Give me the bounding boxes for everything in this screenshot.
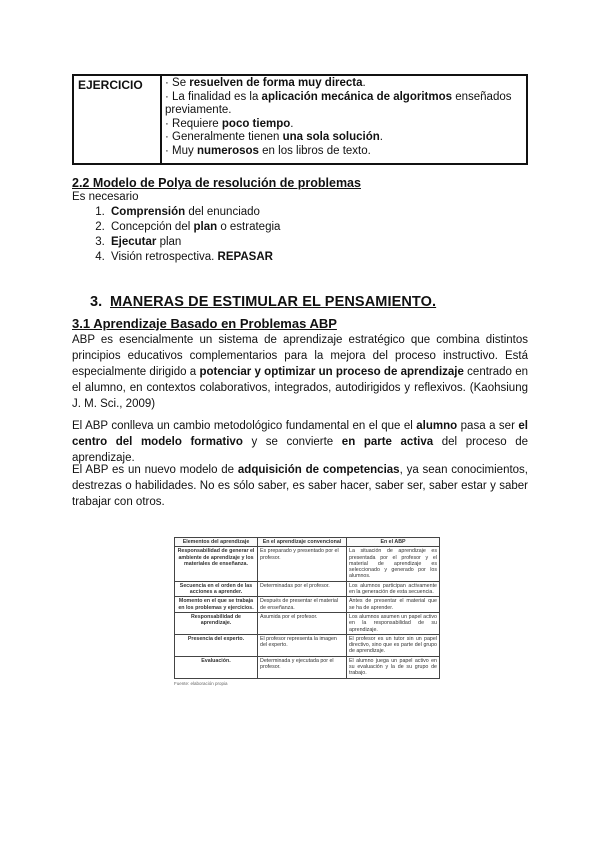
abp-paragraph-3 [72,462,528,510]
text-run: . [290,117,294,130]
text-run: en los libros de texto. [258,144,371,157]
abp-comparison-table [174,537,440,679]
bold-text: adquisición de competencias [237,464,400,476]
abp-table-row [175,656,440,678]
abp-table-cell: El alumno juega un papel activo en su evaluación y la de su grupo de trabajo. [347,656,440,678]
text-run: . [362,77,366,89]
text-run: o estrategia [217,221,281,233]
abp-table-cell: Los alumnos asumen un papel activo en la responsabilidad de su aprendizaje. [347,612,440,634]
polya-steps-list [72,205,280,265]
text-run: . [379,131,383,144]
text-run: centrado en el alumno, en contextos colaborativos, integrados, autodirigidos y reflexivos. (Kaohsiung J. M. Sci., 2009) [72,366,529,411]
bold-text: una sola solución [282,131,380,144]
text-run: del enunciado [185,206,260,218]
abp-table-cell: Determinada y ejecutada por el profesor. [258,656,347,678]
polya-step [108,235,280,250]
abp-table-cell: Presencia del experto. [175,634,258,656]
polya-step [108,220,280,235]
text-run: pasa a ser [457,420,519,432]
bold-text: en parte activa [341,436,434,449]
text-run: · Muy [165,144,197,157]
text-run: del proceso de aprendizaje. [72,436,528,465]
text-run: El ABP es un nuevo modelo de [72,464,238,476]
abp-table-row [175,581,440,597]
abp-table-cell: Después de presentar el material de enseñanza. [258,597,347,613]
bold-text: resuelven de forma muy directa [189,77,363,89]
section-3-number: 3. [90,294,103,310]
text-run: · La finalidad es la [165,90,262,103]
text-run: Concepción del [111,221,194,233]
abp-table-row [175,597,440,613]
abp-comparison-figure [174,537,440,686]
section-3-title: MANERAS DE ESTIMULAR EL PENSAMIENTO. [110,294,437,310]
text-run: plan [156,236,182,248]
abp-table-row [175,612,440,634]
abp-table-cell: Responsabilidad de aprendizaje. [175,612,258,634]
bold-text: plan [193,221,218,233]
text-run: El ABP conlleva un cambio metodológico fundamental en el que el [72,420,417,432]
bold-text: REPASAR [217,251,273,263]
section-2-2-heading: 2.2 Modelo de Polya de resolución de problemas [72,176,361,190]
bold-text: el centro del modelo formativo [72,420,528,449]
abp-column-header: En el aprendizaje convencional [258,538,347,547]
abp-table-cell: Momento en el que se trabaja en los problemas y ejercicios. [175,597,258,613]
abp-table-cell: Secuencia en el orden de las acciones a aprender. [175,581,258,597]
abp-table-cell: Asumida por el profesor. [258,612,347,634]
bold-text: Comprensión [111,206,186,218]
abp-table-cell: Responsabilidad de generar el ambiente de aprendizaje y los materiales de enseñanza. [175,547,258,581]
ejercicio-item [165,91,522,118]
section-3-heading [90,294,436,310]
ejercicio-item [165,77,522,91]
polya-step [108,205,280,220]
bold-text: poco tiempo [221,117,291,130]
abp-table-cell: Antes de presentar el material que se ha de aprender. [347,597,440,613]
text-run: · Se [165,77,190,89]
abp-table-cell: La situación de aprendizaje es presentada por el profesor y el material de aprendizaje es seleccionado y generado por los alumnos. [347,547,440,581]
polya-step [108,250,280,265]
text-run: · Requiere [165,117,222,130]
ejercicio-item [165,131,522,145]
ejercicio-item [165,145,522,159]
abp-column-header: En el ABP [347,538,440,547]
abp-table-row [175,547,440,581]
abp-table-row [175,634,440,656]
abp-table-cell: Determinadas por el profesor. [258,581,347,597]
text-run: , ya sean conocimientos, destrezas o habilidades. No es sólo saber, es saber hacer, saber ser, saber estar y saber trabajar con otros. [72,464,528,509]
bold-text: Ejecutar [111,236,157,248]
bold-text: alumno [416,420,458,432]
bold-text: numerosos [196,144,259,157]
ejercicio-item [165,118,522,132]
abp-paragraph-1 [72,332,528,412]
bold-text: aplicación mecánica de algoritmos [261,90,453,103]
abp-table-cell: Es preparado y presentado por el profesor. [258,547,347,581]
bold-text: potenciar y optimizar un proceso de aprendizaje [199,366,464,379]
section-3-1-heading: 3.1 Aprendizaje Basado en Problemas ABP [72,316,337,331]
abp-table-cell: Los alumnos participan activamente en la generación de esta secuencia. [347,581,440,597]
text-run: y se convierte [242,436,342,449]
text-run: enseñados previamente. [165,90,512,117]
ejercicio-label: EJERCICIO [73,75,161,164]
abp-table-caption: Fuente: elaboración propia [174,680,228,686]
abp-table-cell: El profesor es un tutor sin un papel directivo, sino que es parte del grupo de aprendizaje. [347,634,440,656]
section-2-2-intro: Es necesario [72,191,139,203]
text-run: · Generalmente tienen [165,131,283,144]
text-run: Visión retrospectiva. [111,251,218,263]
text-run: ABP es esencialmente un sistema de aprendizaje estratégico que combina distintos principios educativos complementarios para la mejora del proceso instructivo. Está especialmente dirigido a [72,334,528,379]
abp-table-cell: El profesor representa la imagen del experto. [258,634,347,656]
abp-column-header: Elementos del aprendizaje [175,538,258,547]
abp-table-cell: Evaluación. [175,656,258,678]
ejercicio-items [161,75,527,164]
ejercicio-table [72,74,528,165]
abp-paragraph-2 [72,418,528,466]
